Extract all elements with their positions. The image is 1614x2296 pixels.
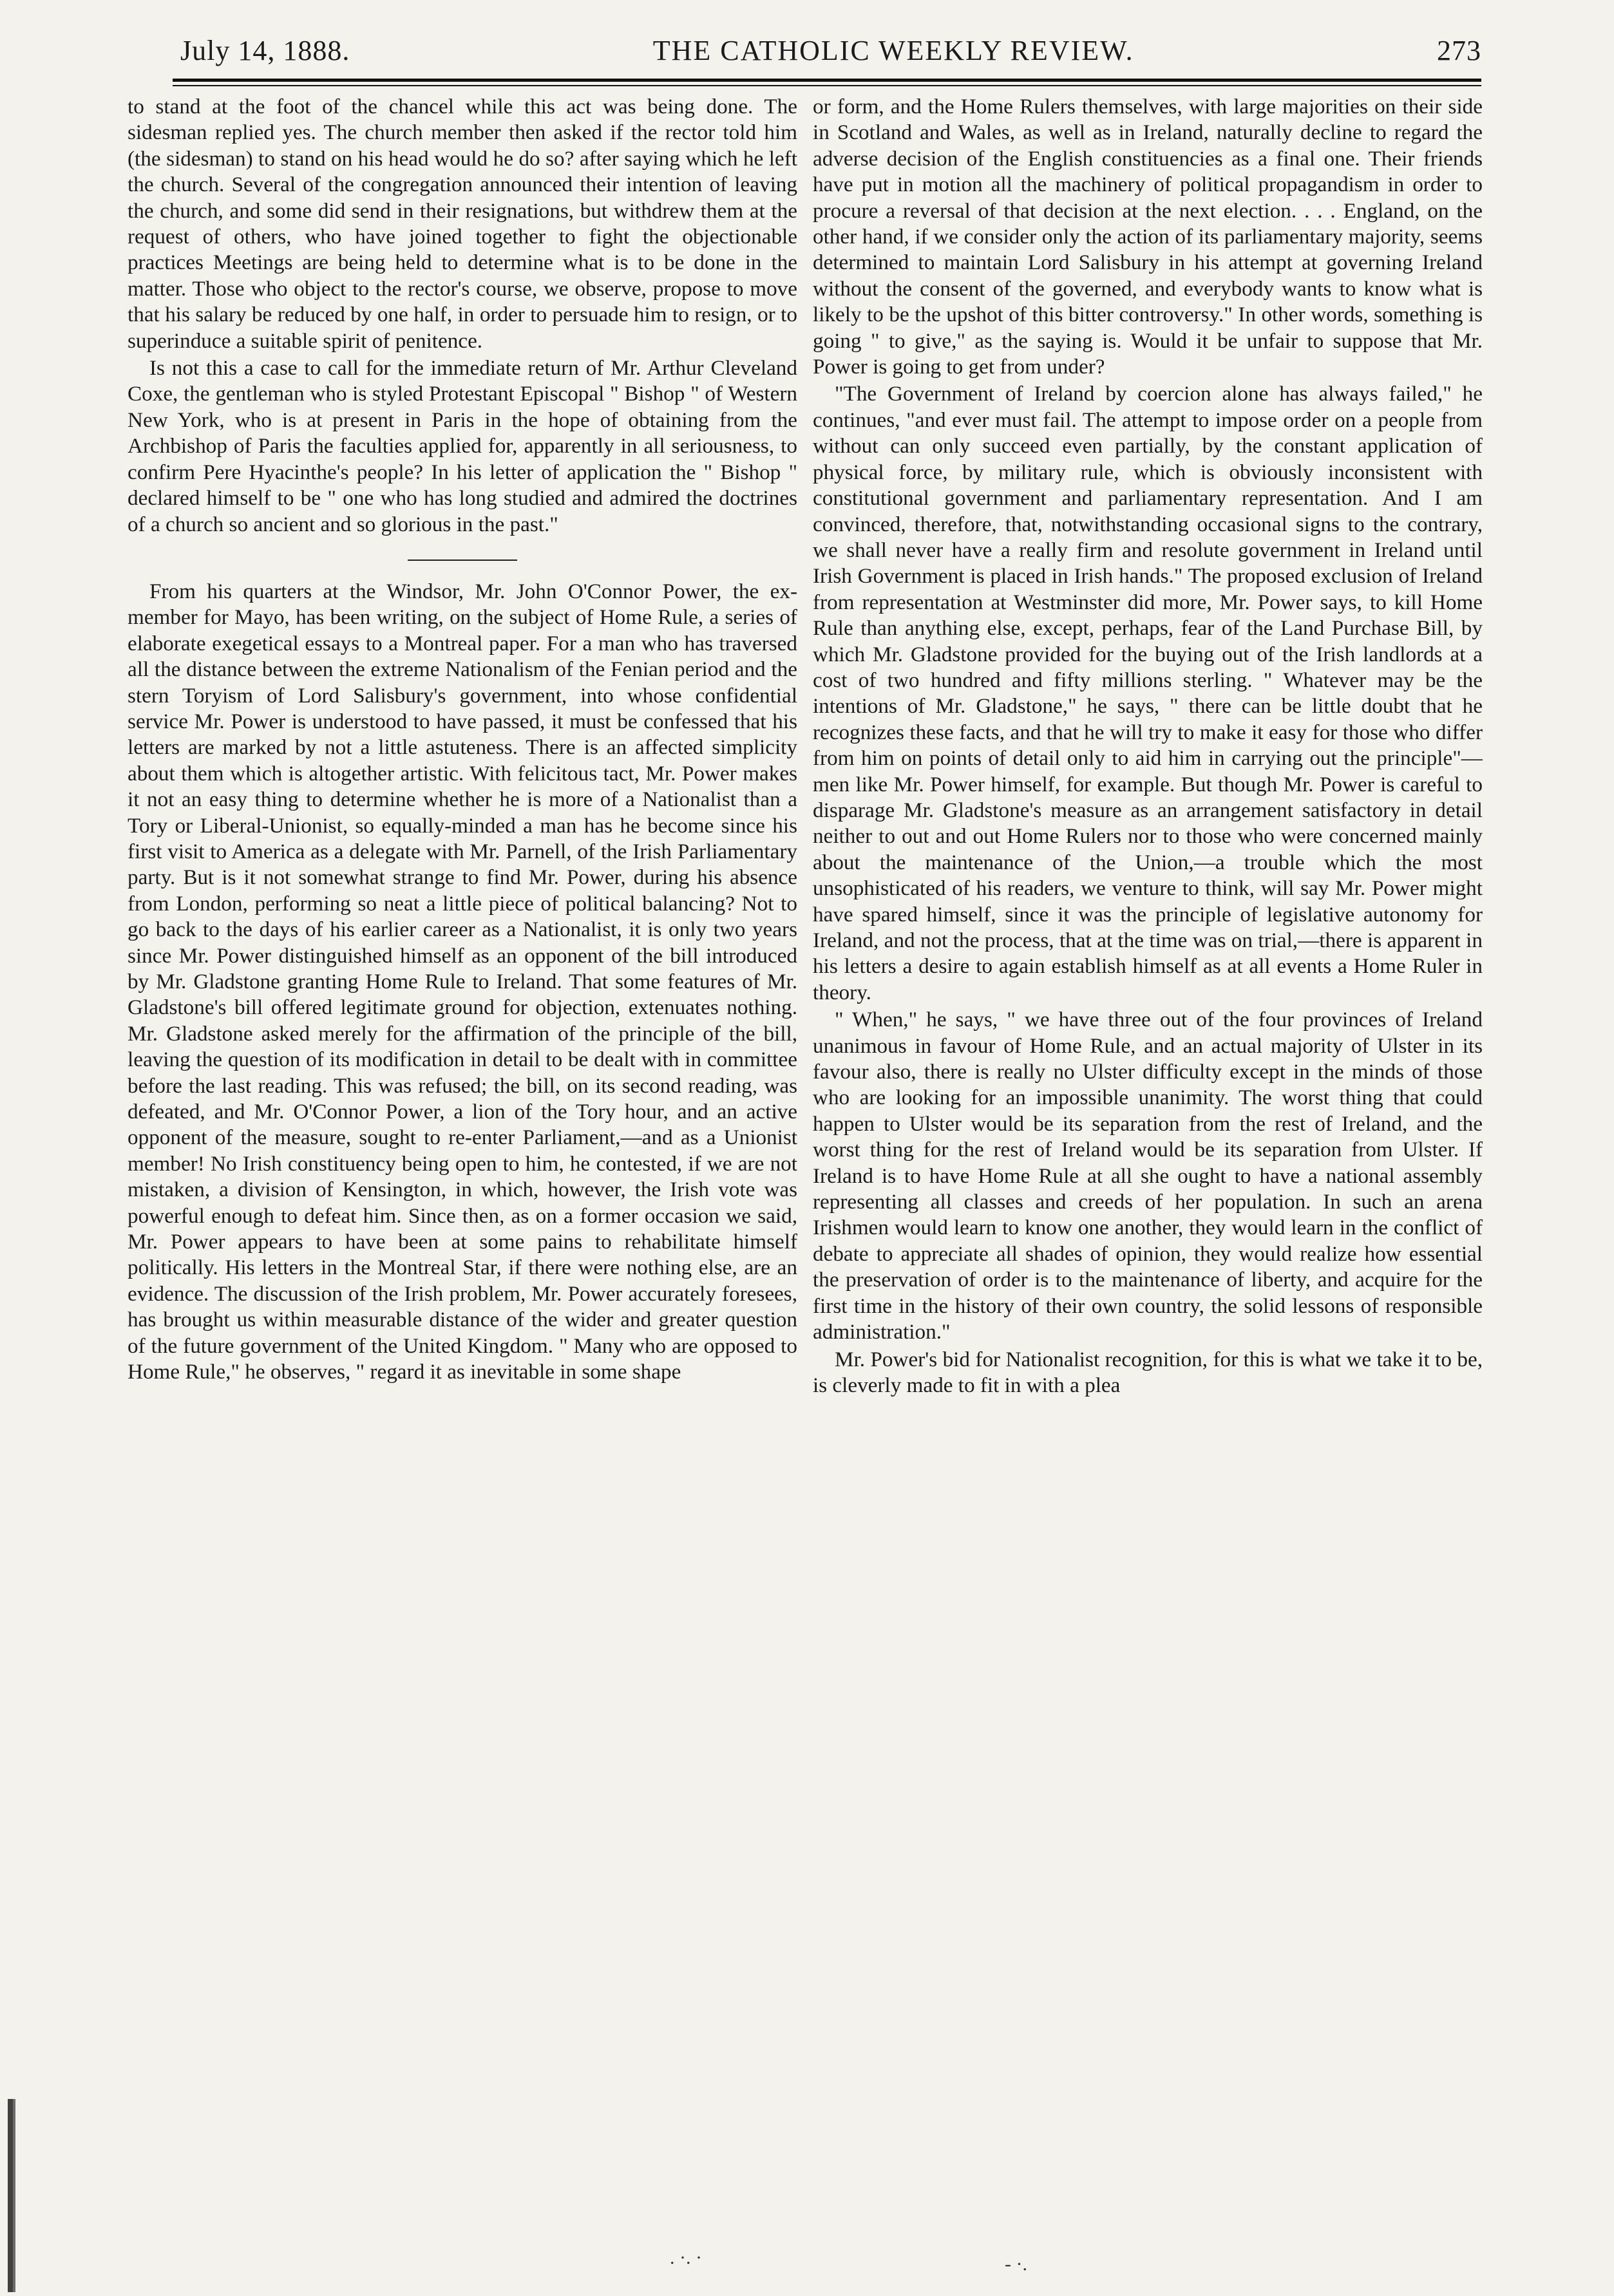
left-column	[128, 94, 797, 2248]
issue-date: July 14, 1888.	[180, 34, 350, 66]
publication-title: THE CATHOLIC WEEKLY REVIEW.	[652, 34, 1134, 66]
page-number: 273	[1437, 34, 1481, 66]
article-paragraph: " When," he says, " we have three out of the four provinces of Ireland unanimous in favour of Home Rule, and an actual majority of Ulster in its favour also, there is really no Ulster difficulty except in the minds of those who are looking for an impossible unanimity. The worst thing that could happen to Ulster would be its separation from the rest of Ireland, and the worst thing for the rest of Ireland would be its separation from Ulster. If Ireland is to have Home Rule at all she ought to have a national assembly representing all classes and creeds of her population. In such an arena Irishmen would learn to know one another, they would learn in the conflict of debate to appreciate all shades of opinion, they would realize how essential the preservation of order is to the maintenance of liberty, and acquire for the first time in the history of their own country, the solid lessons of responsible administration."	[813, 1008, 1483, 1344]
header-rule-thick	[173, 79, 1481, 82]
article-paragraph: From his quarters at the Windsor, Mr. John O'Connor Power, the ex-member for Mayo, has been writing, on the subject of Home Rule, a series of elaborate exegetical essays to a Montreal paper. For a man who has traversed all the distance between the extreme Nationalism of the Fenian period and the stern Toryism of Lord Salisbury's government, into whose confidential service Mr. Power is understood to have passed, it must be confessed that his letters are marked by not a little astuteness. There is an affected simplicity about them which is altogether artistic. With felicitous tact, Mr. Power makes it not an easy thing to determine whether he is more of a Nationalist than a Tory or Liberal-Unionist, so equally-minded a man has he become since his first visit to America as a delegate with Mr. Parnell, of the Irish Parliamentary party. But is it not somewhat strange to find Mr. Power, during his absence from London, performing so neat a little piece of political balancing? Not to go back to the days of his earlier career as a Nationalist, it is only two years since Mr. Power distinguished himself as an opponent of the bill introduced by Mr. Gladstone granting Home Rule to Ireland. That some features of Mr. Gladstone's bill offered legitimate ground for objection, extenuates nothing. Mr. Gladstone asked merely for the affirmation of the principle of the bill, leaving the question of its modification in detail to be dealt with in committee before the last reading. This was refused; the bill, on its second reading, was defeated, and Mr. O'Connor Power, a lion of the Tory hour, and an active opponent of the measure, sought to re-enter Parliament,—and as a Unionist member! No Irish constituency being open to him, he contested, if we are not mistaken, a division of Kensington, in which, however, the Irish vote was powerful enough to defeat him. Since then, as on a former occasion we said, Mr. Power appears to have been at some pains to rehabilitate himself politically. His letters in the Montreal Star, if there were nothing else, are an evidence. The discussion of the Irish problem, Mr. Power accurately foresees, has brought us within measurable distance of the wider and greater question of the future government of the United Kingdom. " Many who are opposed to Home Rule," he observes, " regard it as inevitable in some shape	[128, 579, 797, 1384]
print-speck: - ·.	[1005, 2254, 1027, 2275]
print-speck: . ·. ·	[670, 2247, 702, 2268]
binding-edge-mark	[8, 2099, 21, 2292]
page-header	[180, 24, 1481, 76]
article-paragraph: or form, and the Home Rulers themselves, with large majorities on their side in Scotland and Wales, as well as in Ireland, naturally decline to regard the adverse decision of the English constituencies as a final one. Their friends have put in motion all the machinery of political propagandism in order to procure a reversal of that decision at the next election. . . . England, on the other hand, if we consider only the action of its parliamentary majority, seems determined to maintain Lord Salisbury in his attempt at governing Ireland without the consent of the governed, and everybody wants to know what is likely to be the upshot of this bitter controversy." In other words, something is going " to give," as the saying is. Would it be unfair to suppose that Mr. Power is going to get from under?	[813, 95, 1483, 379]
article-paragraph: Mr. Power's bid for Nationalist recognition, for this is what we take it to be, is cleverly made to fit in with a plea	[813, 1347, 1483, 1397]
header-rule-thin	[173, 85, 1481, 86]
section-separator	[408, 560, 517, 561]
article-paragraph: Is not this a case to call for the immediate return of Mr. Arthur Cleveland Coxe, the gentleman who is styled Protestant Episcopal " Bishop " of Western New York, who is at present in Paris in the hope of obtaining from the Archbishop of Paris the faculties applied for, apparently in all seriousness, to confirm Pere Hyacinthe's people? In his letter of application the " Bishop " declared himself to be " one who has long studied and admired the doctrines of a church so ancient and so glorious in the past."	[128, 356, 797, 536]
article-paragraph: to stand at the foot of the chancel while this act was being done. The sidesman replied yes. The church member then asked if the rector told him (the sidesman) to stand on his head would he do so? after saying which he left the church. Several of the congregation announced their intention of leaving the church, and some did send in their resignations, but withdrew them at the request of others, who have joined together to fight the objectionable practices Meetings are being held to determine what is to be done in the matter. Those who object to the rector's course, we observe, propose to move that his salary be reduced by one half, in order to persuade him to resign, or to superinduce a suitable spirit of penitence.	[128, 95, 797, 353]
article-paragraph: "The Government of Ireland by coercion alone has always failed," he continues, "and ever must fail. The attempt to impose order on a people from without can only succeed even partially, by the constant application of physical force, by military rule, which is obviously inconsistent with constitutional government and parliamentary representation. And I am convinced, therefore, that, notwithstanding occasional signs to the contrary, we shall never have a really firm and resolute government in Ireland until Irish Government is placed in Irish hands." The proposed exclusion of Ireland from representation at Westminster did more, Mr. Power says, to kill Home Rule than anything else, except, perhaps, fear of the Land Purchase Bill, by which Mr. Gladstone provided for the buying out of the Irish landlords at a cost of two hundred and fifty millions sterling. " Whatever may be the intentions of Mr. Gladstone," he says, " there can be little doubt that he recognizes these facts, and that he will try to make it easy for those who differ from him on points of detail only to aid him in carrying out the principle"—men like Mr. Power himself, for example. But though Mr. Power is careful to disparage Mr. Gladstone's measure as an arrangement satisfactory in detail neither to out and out Home Rulers nor to those who were concerned mainly about the maintenance of the Union,—a trouble which the most unsophisticated of his readers, we venture to think, will say Mr. Power might have spared himself, since it was the principle of legislative autonomy for Ireland, and not the process, that at the time was on trial,—there is apparent in his letters a desire to again establish himself as at all events a Home Ruler in theory.	[813, 382, 1483, 1004]
right-column	[813, 94, 1483, 2248]
